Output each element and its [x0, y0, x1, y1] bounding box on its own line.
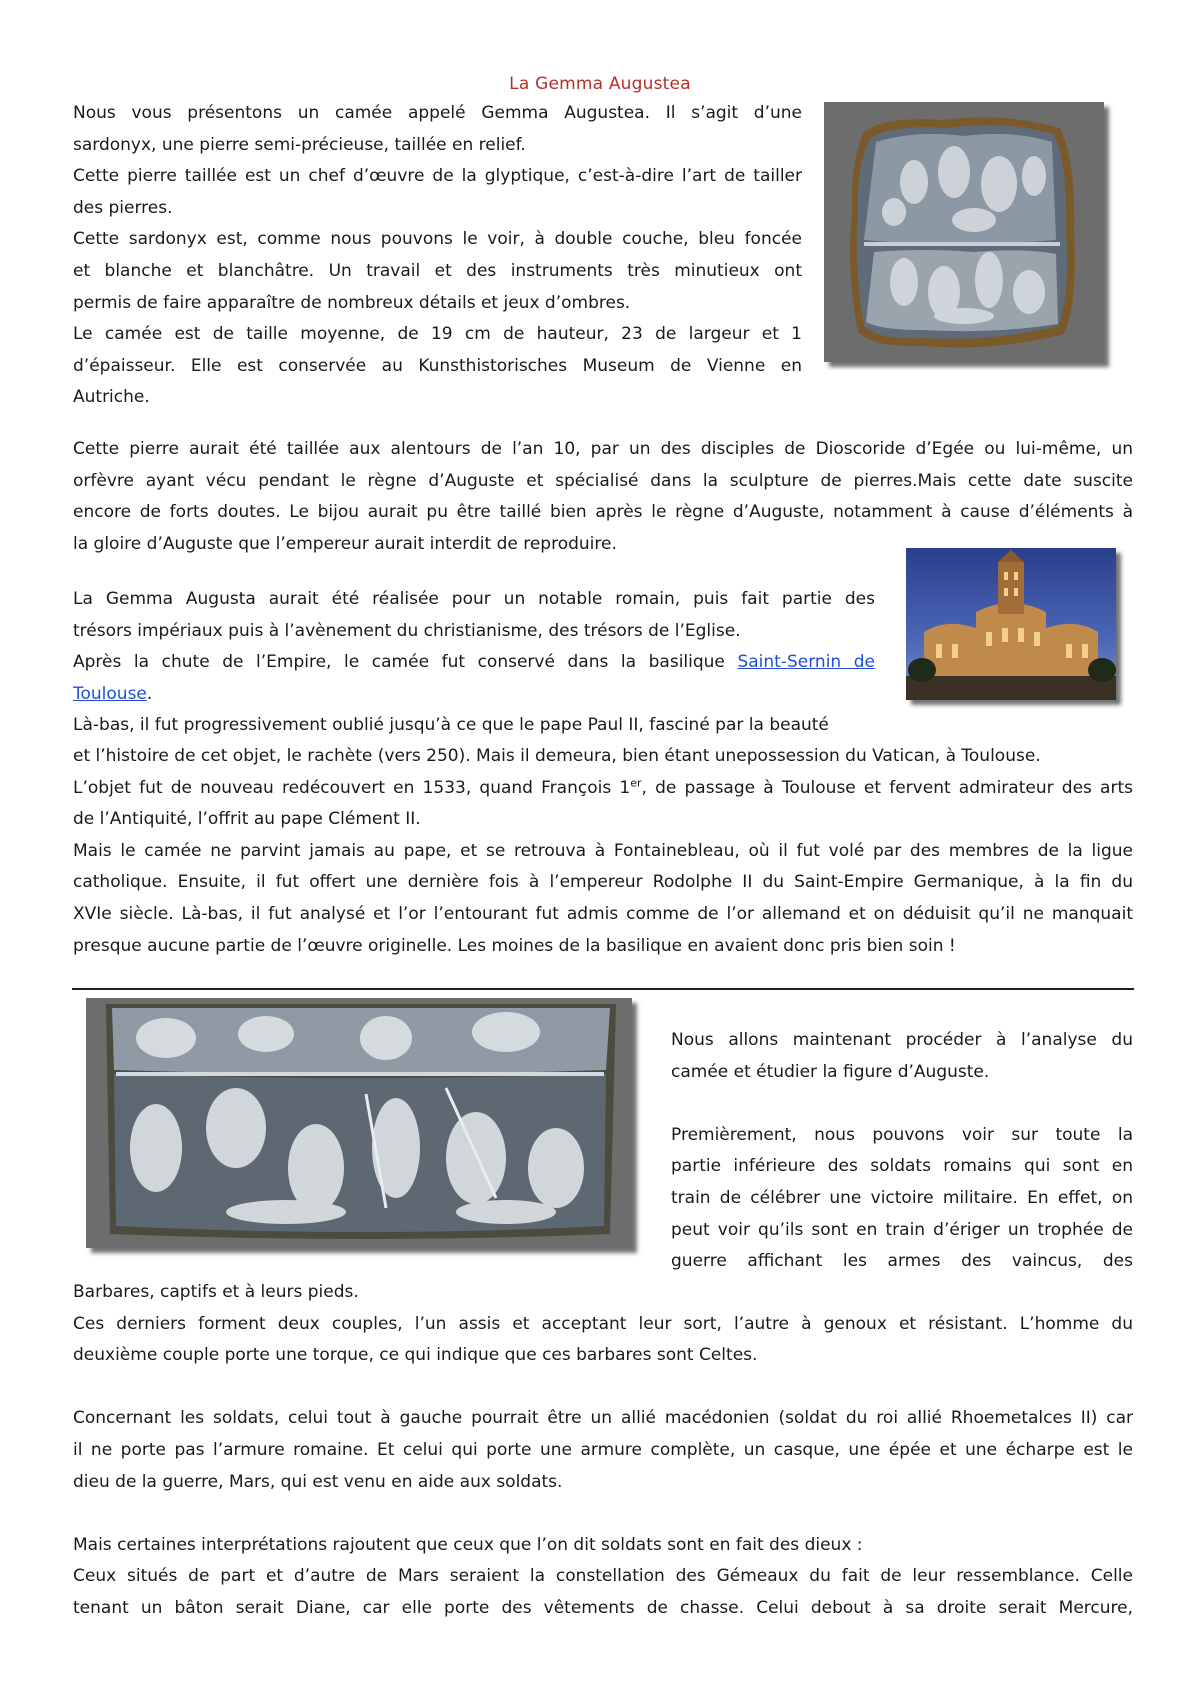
- text-line: Nous vous présentons un camée appelé Gemma Augustea. Il s’agit d’une: [73, 103, 802, 123]
- intro-paragraph: [73, 98, 802, 414]
- text-line: peut voir qu’ils sont en train d’ériger un trophée de: [671, 1219, 1133, 1240]
- text-line: [73, 647, 875, 679]
- basilica-image: [906, 548, 1116, 700]
- text-line: tenant un bâton serait Diane, car elle porte des vêtements de chasse. Celui debout à sa droite serait Mercure,: [73, 1597, 1133, 1618]
- text-line: Concernant les soldats, celui tout à gauche pourrait être un allié macédonien (soldat du roi allié Rhoemetalces II) car: [73, 1408, 1133, 1429]
- basilica-illustration: [906, 548, 1116, 700]
- gemma-augustea-image: [824, 102, 1104, 362]
- section-divider: [72, 988, 1134, 990]
- text-line: Cette pierre taillée est un chef d’œuvre de la glyptique, c’est-à-dire l’art de tailler: [73, 166, 802, 187]
- text-line: Barbares, captifs et à leurs pieds.: [73, 1282, 359, 1302]
- document-title: La Gemma Augustea: [509, 74, 691, 94]
- blank-line: [671, 1088, 1133, 1120]
- text-line: et blanche et blanchâtre. Un travail et des instruments très minutieux ont: [73, 260, 802, 281]
- text-line: Nous allons maintenant procéder à l’analyse du: [671, 1030, 1133, 1050]
- text-run: , de passage à Toulouse et fervent admirateur des arts: [641, 777, 1133, 798]
- text-line: Premièrement, nous pouvons voir sur toute la: [671, 1124, 1133, 1145]
- cameo-illustration: [824, 102, 1104, 362]
- history-continued-paragraph: [73, 741, 1133, 962]
- text-line: Ces derniers forment deux couples, l’un assis et acceptant leur sort, l’autre à genoux et résistant. L’homme du: [73, 1313, 1133, 1334]
- text-line: trésors impériaux puis à l’avènement du christianisme, des trésors de l’Eglise.: [73, 620, 741, 641]
- blank-line: [73, 1372, 1133, 1404]
- text-line: sardonyx, une pierre semi-précieuse, taillée en relief.: [73, 134, 526, 155]
- toulouse-link[interactable]: Toulouse: [73, 683, 147, 704]
- text-line: presque aucune partie de l’œuvre originelle. Les moines de la basilique en avaient donc pris bien soin !: [73, 935, 956, 956]
- text-line: il ne porte pas l’armure romaine. Et celui qui porte une armure complète, un casque, une épée et une écharpe est le: [73, 1439, 1133, 1460]
- dating-paragraph: [73, 434, 1133, 560]
- saint-sernin-link[interactable]: Saint-Sernin de: [737, 652, 876, 673]
- text-line: la gloire d’Auguste que l’empereur aurait interdit de reproduire.: [73, 533, 617, 554]
- text-line: dieu de la guerre, Mars, qui est venu en aide aux soldats.: [73, 1471, 563, 1492]
- analysis-paragraph: [73, 1277, 1133, 1625]
- analysis-intro-paragraph: [671, 1025, 1133, 1278]
- text-line: guerre affichant les armes des vaincus, des: [671, 1251, 1133, 1272]
- text-line: des pierres.: [73, 197, 173, 218]
- text-line: Cette sardonyx est, comme nous pouvons le voir, à double couche, bleu foncée: [73, 229, 802, 250]
- text-line: Le camée est de taille moyenne, de 19 cm de hauteur, 23 de largeur et 1: [73, 324, 802, 345]
- text-line: Autriche.: [73, 387, 150, 408]
- text-line: d’épaisseur. Elle est conservée au Kunsthistorisches Museum de Vienne en: [73, 355, 802, 376]
- text-line: catholique. Ensuite, il fut offert une dernière fois à l’empereur Rodolphe II du Saint-Empire Germanique, à la fin du: [73, 872, 1133, 893]
- text-line: La Gemma Augusta aurait été réalisée pour un notable romain, puis fait partie des: [73, 589, 875, 609]
- text-line: Mais certaines interprétations rajoutent que ceux que l’on dit soldats sont en fait des dieux :: [73, 1534, 863, 1555]
- text-line: de l’Antiquité, l’offrit au pape Clément II.: [73, 809, 421, 830]
- cameo-detail-image: [86, 998, 632, 1248]
- cameo-detail-illustration: [86, 998, 632, 1248]
- text-line: Ceux situés de part et d’autre de Mars seraient la constellation des Gémeaux du fait de leur ressemblance. Celle: [73, 1566, 1133, 1587]
- text-line: et l’histoire de cet objet, le rachète (vers 250). Mais il demeura, bien étant unepossession du Vatican, à Toulouse.: [73, 746, 1041, 766]
- superscript: er: [630, 775, 642, 789]
- text-run: L’objet fut de nouveau redécouvert en 1533, quand François 1: [73, 777, 631, 798]
- text-line: partie inférieure des soldats romains qui sont en: [671, 1156, 1133, 1177]
- text-run: Après la chute de l’Empire, le camée fut conservé dans la basilique: [73, 652, 738, 673]
- text-line: Là-bas, il fut progressivement oublié jusqu’à ce que le pape Paul II, fasciné par la beauté: [73, 715, 829, 736]
- text-line: encore de forts doutes. Le bijou aurait pu être taillé bien après le règne d’Auguste, notamment à cause d’éléments à: [73, 502, 1133, 523]
- text-line: [73, 679, 875, 711]
- blank-line: [73, 1498, 1133, 1530]
- text-line: orfèvre ayant vécu pendant le règne d’Auguste et spécialisé dans la sculpture de pierres.Mais cette date suscite: [73, 470, 1133, 491]
- text-line: deuxième couple porte une torque, ce qui indique que ces barbares sont Celtes.: [73, 1345, 758, 1366]
- text-line: train de célébrer une victoire militaire. En effet, on: [671, 1187, 1133, 1208]
- text-line: Cette pierre aurait été taillée aux alentours de l’an 10, par un des disciples de Dioscoride d’Egée ou lui-même, un: [73, 439, 1133, 459]
- text-run: .: [146, 683, 153, 704]
- text-line: Mais le camée ne parvint jamais au pape, et se retrouva à Fontainebleau, où il fut volé par des membres de la ligue: [73, 840, 1133, 861]
- text-line: [73, 773, 1133, 805]
- text-line: permis de faire apparaître de nombreux détails et jeux d’ombres.: [73, 292, 631, 313]
- text-line: camée et étudier la figure d’Auguste.: [671, 1061, 990, 1082]
- history-paragraph: [73, 584, 875, 742]
- text-line: XVIe siècle. Là-bas, il fut analysé et l’or l’entourant fut admis comme de l’or allemand et on déduisit qu’il ne manquait: [73, 903, 1133, 924]
